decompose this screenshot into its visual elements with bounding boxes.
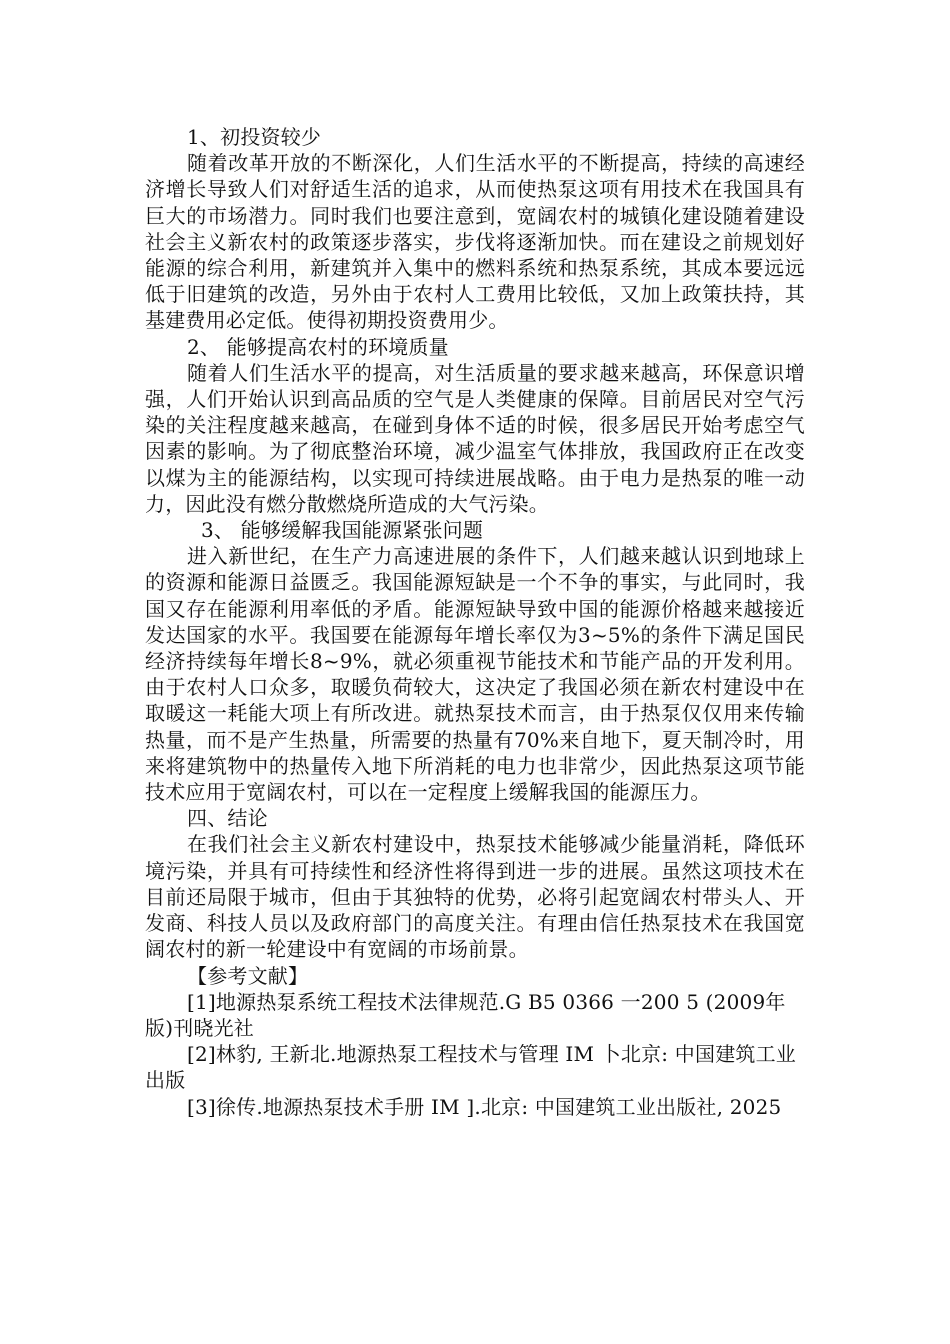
section-heading-energy: 3、 能够缓解我国能源紧张问题 — [201, 518, 484, 543]
references-heading: 【参考文献】 — [187, 963, 309, 988]
paragraph-conclusion: 在我们社会主义新农村建设中，热泵技术能够减少能量消耗，降低环境污染，并具有可持续性和经济性将得到进一步的进展。虽然这项技术在目前还局限于城市，但由于其独特的优势，必将引起宽阔农村带头人、开发商、科技人员以及政府部门的高度关注。有理由信任热泵技术在我国宽阔农村的新一轮建设中有宽阔的市场前景。 — [145, 832, 805, 962]
paragraph-energy: 进入新世纪，在生产力高速进展的条件下，人们越来越认识到地球上的资源和能源日益匮乏。我国能源短缺是一个不争的事实，与此同时，我国又存在能源利用率低的矛盾。能源短缺导致中国的能源价格越来越接近发达国家的水平。我国要在能源每年增长率仅为3~5%的条件下满足国民经济持续每年增长8~9%，就必须重视节能技术和节能产品的开发利用。由于农村人口众多，取暖负荷较大，这决定了我国必须在新农村建设中在取暖这一耗能大项上有所改进。就热泵技术而言，由于热泵仅仅用来传输热量，而不是产生热量，所需要的热量有70%来自地下，夏天制冷时，用来将建筑物中的热量传入地下所消耗的电力也非常少，因此热泵这项节能技术应用于宽阔农村，可以在一定程度上缓解我国的能源压力。 — [145, 544, 805, 805]
document-body — [145, 124, 805, 1120]
reference-item-2: [2]林豹, 王新北.地源热泵工程技术与管理 IM 卜北京: 中国建筑工业出版 — [145, 1042, 796, 1093]
paragraph-initial-investment: 随着改革开放的不断深化，人们生活水平的不断提高，持续的高速经济增长导致人们对舒适生活的追求，从而使热泵这项有用技术在我国具有巨大的市场潜力。同时我们也要注意到，宽阔农村的城镇化建设随着建设社会主义新农村的政策逐步落实，步伐将逐渐加快。而在建设之前规划好能源的综合利用，新建筑并入集中的燃料系统和热泵系统，其成本要远远低于旧建筑的改造，另外由于农村人工费用比较低，又加上政策扶持，其基建费用必定低。使得初期投资费用少。 — [145, 151, 805, 333]
section-heading-conclusion: 四、结论 — [187, 806, 268, 831]
section-heading-initial-investment: 1、初投资较少 — [187, 125, 322, 149]
paragraph-environment: 随着人们生活水平的提高，对生活质量的要求越来越高，环保意识增强，人们开始认识到高品质的空气是人类健康的保障。目前居民对空气污染的关注程度越来越高，在碰到身体不适的时候，很多居民开始考虑空气因素的影响。为了彻底整治环境，减少温室气体排放，我国政府正在改变以煤为主的能源结构，以实现可持续进展战略。由于电力是热泵的唯一动力，因此没有燃分散燃烧所造成的大气污染。 — [145, 360, 805, 516]
reference-item-3: [3]徐传.地源热泵技术手册 IM ].北京: 中国建筑工业出版社, 2025 — [187, 1094, 782, 1119]
section-heading-environment: 2、 能够提高农村的环境质量 — [187, 334, 449, 359]
reference-item-1: [1]地源热泵系统工程技术法律规范.G B5 0366 一200 5 (2009年版)刊晓光社 — [145, 989, 786, 1040]
